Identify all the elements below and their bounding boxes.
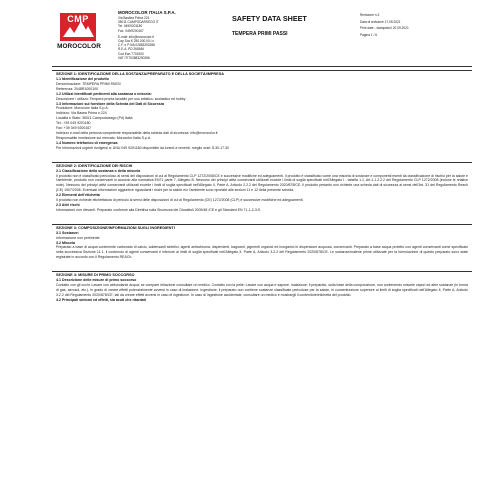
subsection-line: Indirizzo: Via Basea Prima n.224 [56, 111, 107, 116]
subsection-line: Referenza: 2048R1000100 [56, 86, 99, 91]
revision-line: Pagina 1 / 6 [360, 32, 378, 37]
subsection-title: 3.2 Miscela [56, 240, 75, 245]
revision-line: Data di revisione 17.05.2021 [360, 19, 401, 24]
subsection-title: 1.2 Utilizzi identificati pertinenti alla sostanza o miscela: [56, 91, 152, 96]
product-title: TEMPERA PRIMI PASSI [232, 31, 288, 37]
section-title: SEZIONE 4: MISURE DI PRIMO SOCCORSO [56, 273, 135, 278]
company-contact-line: VAT ITIT02883290286 [118, 55, 150, 60]
subsection-paragraph: Preparato a base di acqua contenente carbonato di calcio, addensanti sintetici, agenti antischiuma, disperdenti, bagnanti, pigmenti organici ed inorganici in dispersione acquosa, conservanti. Preparato a base acqua protetto con agenti conservanti come specificato nella successiva Sezione 11.1, il contenuto di agenti conservanti è inferiore ai limiti di soglia specificati nell'Allegato II, Parte A, Articolo 3.2.2 del Regolamento 2020/878/CE. Le sostanze/materie prime utilizzate per la formulazione di questo preparato sono state registrate in accordo con il Regolamento REACh. [56, 245, 468, 260]
subsection-title: 4.1 Descrizione delle misure di primo soccorso [56, 278, 137, 283]
company-address-line: 35011 CAMPODARSEGO IT [118, 20, 159, 25]
subsection-line: Località e Stato: 35011 Campodarsego (Pd) Italia [56, 116, 133, 121]
subsection-line: Descrizione / utilizzo: Tempera pronta lavabile per uso artistico, scolastico ed hobby [56, 96, 186, 101]
logo-cmp-text: CMP [67, 14, 89, 24]
subsection-line: Responsabile immissione sul mercato: Morocolor Italia S.p.A. [56, 135, 152, 140]
section-title: SEZIONE 2: IDENTIFICAZIONE DEI RISCHI [56, 163, 133, 168]
company-name: MOROCOLOR ITALIA S.P.A. [118, 10, 176, 15]
subsection-title: 2.1 Classificazione della sostanza o della miscela [56, 168, 141, 173]
subsection-title: 1.1 Identificazione del prodotto [56, 77, 109, 81]
subsection-paragraph: Contatto con gli occhi: Lavare con abbondante acqua; se compare irritazione consultare un medico. Contatto con la pelle: Lavare con acqua e sapone. Inalazione: il preparato, sulla base della composizione, non contenendo miscele vapori ed altre sostanze (in forma di gas, aerosol, etc.), in grado di creare effetti potenzialmente avversi in caso di inalazione. Ingestione: il preparato non contiene sostanze classificate pericolose per la salute, in concentrazione superiore ai limiti di soglia specificati nell'Allegato II, Parte A, Articolo 3.2.2 del Regolamento 2020/878/CE, tali da creare effetti avversi in caso di ingestione. In caso di ingestione accidentale, consultare un medico e mostrargli il contenitore/etichetta del prodotto. [56, 283, 468, 297]
subsection-title: 4.2 Principali sintomi ed effetti, sia acuti che ritardati [56, 297, 146, 302]
company-address-line: Fax. 049/9200167 [118, 28, 144, 33]
subsection-paragraph: Il prodotto non è classificato pericoloso ai sensi del disposizioni di cui al Regolamento CLP 1272/2008/CE e successive modifiche ed adeguamenti. Il prodotto è classificato come una miscela di sostanze e componenti esenti da classificazione di rischio per la salute e l'ambiente, prodotto non conservanti in accordo alla normativa EN71 parte 7, Allegato B. Nessuno dei principi attivi conservanti utilizzati eccede i limiti di soglia specificati nell'Allegato I - tabella 1.1, Art.1.1.2.2.2 del Regolamento CLP 1272/2008 (incluse le relative note). Nessuno dei principi attivi conservanti utilizzati eccede i limiti di soglia specificati nell'Allegato II, Parte A, Articolo 2.2.2 del Regolamento 2020/878/CE. Il prodotto pertanto non richiede una scheda dati di sicurezza ai sensi dell'Art. 31 del Regolamento Reach (CE) 1907/2006. Eventuali informazioni aggiuntive riguardanti i rischi per la salute e/o l'ambiente sono riportate alle sezioni 11 e 12 della presente scheda. [56, 173, 468, 193]
document-header [0, 0, 480, 66]
section-divider [52, 271, 472, 272]
subsection-line: Tel.: +39 049 9201180 [56, 121, 91, 126]
company-contact-line: R.E.A. PD 268546 [118, 47, 145, 52]
subsection-title: 2.2 Elementi dell'etichetta [56, 193, 100, 198]
section-title: SEZIONE 1: IDENTIFICAZIONE DELLA SOSTANZA/PREPARATO E DELLA SOCIETÀ/IMPRESA [56, 72, 224, 76]
subsection-line: Indirizzo e-mail della persona competente responsabile della scheda dati di sicurezza: info@morocolor.it [56, 130, 218, 135]
subsection-paragraph: Il prodotto non richiede etichettatura di pericolo ai sensi delle disposizioni di cui al Regolamento (CE) 1272/2008 (CLP) e successive modifiche ed adeguamenti. [56, 198, 304, 203]
document-body [56, 72, 468, 303]
section-divider [52, 224, 472, 225]
header-divider [52, 66, 472, 67]
revision-line: Revisione n.3 [360, 13, 380, 17]
subsection-line: Informazioni non rilevanti. Preparato conforme alla Direttiva sulla Sicurezza dei Giocattoli 2009/48 /CE e gli Standard EN 71-1-2-3-9. [56, 207, 261, 212]
company-contact-line: Cap.Soc.€ 250.000,00 i.v. [118, 39, 155, 44]
company-contact-line: Cod.Ean 7701500 [118, 51, 144, 56]
subsection-line: Denominazione: TEMPERA PRIMI PASSI [56, 81, 121, 86]
company-contact-line: C.F. e P.IVA 02883290286 [118, 43, 155, 48]
subsection-title: 3.1 Sostanze: [56, 230, 79, 235]
company-info [118, 10, 218, 60]
company-contact-line: E-mail: info@morocolor.it [118, 34, 154, 39]
cmp-morocolor-logo [52, 13, 106, 57]
subsection-title: 1.3 Informazioni sul fornitore della Scheda dei Dati di Sicurezza [56, 101, 165, 106]
company-address-line: Via Basilea Prima 224 [118, 16, 150, 20]
company-address [118, 16, 218, 33]
revision-info [360, 12, 470, 38]
document-title: SAFETY DATA SHEET [232, 14, 307, 23]
section-divider [52, 162, 472, 163]
subsection-line: Produttore: Morocolor Italia S.p.A. [56, 106, 109, 111]
subsection-line: Per informazioni urgenti rivolgersi a: UNU 049 9201180 disponibile da lunedì a venerdì, meglio orari: 8,30-17,30 [56, 145, 229, 150]
mountains-logo-icon [60, 13, 96, 41]
subsection-line: Fax: +39 049 9200167 [56, 126, 92, 131]
subsection-title: 1.4 Numero telefonico di emergenza [56, 140, 118, 145]
revision-line: Print date - stampata il 20.09.2021 [360, 26, 409, 30]
company-contacts [118, 35, 218, 60]
subsection-title: 2.3 Altri rischi [56, 202, 80, 207]
section-title: SEZIONE 3: COMPOSIZIONE/INFORMAZIONI SUGLI INGREDIENTI [56, 225, 175, 230]
logo-brand-text: MOROCOLOR [57, 43, 101, 50]
section-divider [52, 70, 472, 71]
subsection-line: Informazione non pertinente [56, 235, 100, 240]
company-address-line: Tel. 049/9201180 [118, 24, 143, 29]
